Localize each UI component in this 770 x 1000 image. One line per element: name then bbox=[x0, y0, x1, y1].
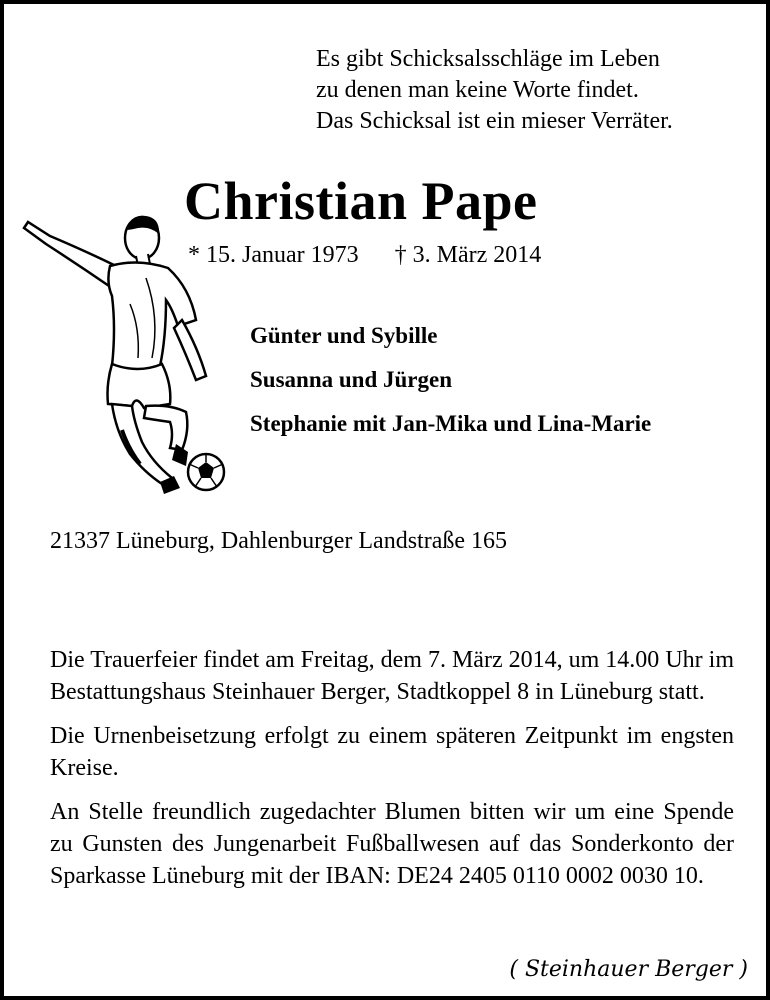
urn-burial-paragraph: Die Urnenbeisetzung erfolgt zu einem späteren Zeitpunkt im engsten Kreise. bbox=[50, 723, 734, 781]
mourner-line: Günter und Sybille bbox=[250, 323, 438, 348]
birth-date: * 15. Januar 1973 bbox=[188, 242, 359, 268]
death-date: † 3. März 2014 bbox=[394, 242, 542, 268]
mourner-line: Susanna und Jürgen bbox=[250, 367, 452, 392]
notice-body bbox=[50, 644, 734, 904]
donation-paragraph: An Stelle freundlich zugedachter Blumen bitten wir um eine Spende zu Gunsten des Jungenarbeit Fußballwesen auf das Sonderkonto der Sparkasse Lüneburg mit der IBAN: DE24 2405 0110 0002 0030 10. bbox=[50, 799, 734, 889]
opening-quote: Es gibt Schicksalsschläge im Leben zu denen man keine Worte findet. Das Schicksal ist ein mieser Verräter. bbox=[316, 46, 673, 134]
mourner-line: Stephanie mit Jan-Mika und Lina-Marie bbox=[250, 411, 652, 436]
family-address: 21337 Lüneburg, Dahlenburger Landstraße 165 bbox=[50, 528, 507, 554]
funeral-service-paragraph: Die Trauerfeier findet am Freitag, dem 7. März 2014, um 14.00 Uhr im Bestattungshaus Steinhauer Berger, Stadtkoppel 8 in Lüneburg statt. bbox=[50, 647, 734, 705]
undertaker-logo: ( Steinhauer Berger ) bbox=[509, 957, 748, 982]
mourners-list bbox=[250, 314, 651, 446]
life-dates bbox=[188, 240, 541, 270]
deceased-name: Christian Pape bbox=[184, 171, 538, 231]
